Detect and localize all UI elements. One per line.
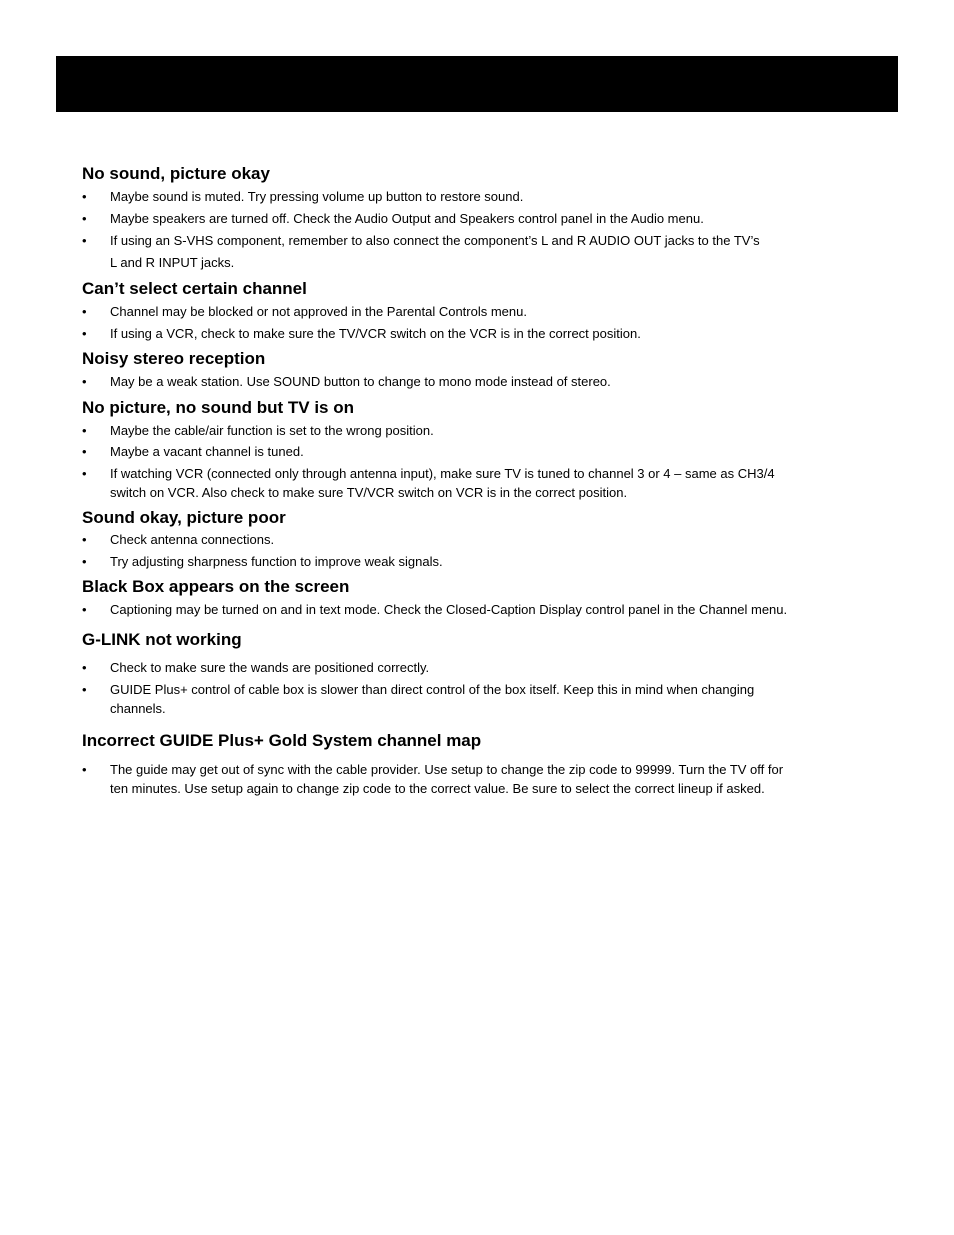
list-item-line: If using an S-VHS component, remember to also connect the component’s L and R AUDIO OUT jacks to the TV’s (110, 233, 760, 248)
list-item (82, 324, 892, 343)
list-item (82, 421, 892, 440)
bullet-icon: • (82, 444, 87, 459)
bullet-icon: • (82, 233, 87, 248)
section-sound-okay-picture-poor (82, 507, 892, 571)
list-item-line: If watching VCR (connected only through antenna input), make sure TV is tuned to channel 3 or 4 – same as CH3/4 (110, 466, 775, 481)
list-item (82, 442, 892, 461)
section-title: G-LINK not working (82, 630, 242, 649)
bullet-list (82, 760, 892, 798)
bullet-icon: • (82, 466, 87, 481)
section-title: Can’t select certain channel (82, 279, 307, 298)
list-item-text: Try adjusting sharpness function to improve weak signals. (110, 554, 443, 569)
section-incorrect-channel-map (82, 730, 892, 798)
list-item-text: Check antenna connections. (110, 532, 275, 547)
list-item (82, 372, 892, 391)
list-item (82, 680, 892, 718)
list-item (82, 302, 892, 321)
list-item (82, 760, 892, 798)
bullet-icon: • (82, 554, 87, 569)
list-item (82, 209, 892, 228)
list-item-text: Check to make sure the wands are positioned correctly. (110, 660, 430, 675)
list-item-text: If using a VCR, check to make sure the TV/VCR switch on the VCR is in the correct position. (110, 326, 641, 341)
bullet-icon: • (82, 423, 87, 438)
section-title: No sound, picture okay (82, 164, 270, 183)
list-item (82, 530, 892, 549)
bullet-icon: • (82, 682, 87, 697)
list-item (82, 231, 892, 272)
bullet-icon: • (82, 660, 87, 675)
bullet-icon: • (82, 762, 87, 777)
list-item (82, 600, 892, 619)
bullet-icon: • (82, 374, 87, 389)
section-noisy-stereo (82, 348, 892, 391)
list-item-text: Maybe a vacant channel is tuned. (110, 444, 304, 459)
list-item (82, 658, 892, 677)
list-item-text: Captioning may be turned on and in text mode. Check the Closed-Caption Display control panel in the Channel menu. (110, 602, 788, 617)
list-item-text: May be a weak station. Use SOUND button to change to mono mode instead of stereo. (110, 374, 611, 389)
list-item-text: Maybe speakers are turned off. Check the Audio Output and Speakers control panel in the Audio menu. (110, 211, 704, 226)
header-bar (56, 56, 898, 112)
bullet-icon: • (82, 532, 87, 547)
list-item-line: switch on VCR. Also check to make sure TV/VCR switch on VCR is in the correct position. (110, 485, 628, 500)
bullet-list (82, 302, 892, 343)
section-title: Black Box appears on the screen (82, 577, 350, 596)
bullet-list (82, 372, 892, 391)
list-item-line: GUIDE Plus+ control of cable box is slower than direct control of the box itself. Keep this in mind when changing (110, 682, 755, 697)
section-title: No picture, no sound but TV is on (82, 398, 354, 417)
list-item-text: Maybe the cable/air function is set to the wrong position. (110, 423, 434, 438)
bullet-list (82, 600, 892, 619)
list-item-text: Maybe sound is muted. Try pressing volume up button to restore sound. (110, 189, 524, 204)
section-title: Noisy stereo reception (82, 349, 266, 368)
list-item-text: Channel may be blocked or not approved in the Parental Controls menu. (110, 304, 527, 319)
section-cant-select-channel (82, 278, 892, 343)
list-item-line: channels. (110, 701, 166, 716)
list-item (82, 552, 892, 571)
list-item-line: The guide may get out of sync with the cable provider. Use setup to change the zip code to 99999. Turn the TV off for (110, 762, 784, 777)
bullet-icon: • (82, 602, 87, 617)
section-no-picture-no-sound (82, 397, 892, 502)
bullet-icon: • (82, 304, 87, 319)
section-title: Sound okay, picture poor (82, 508, 286, 527)
list-item-line: ten minutes. Use setup again to change zip code to the correct value. Be sure to select the correct lineup if asked. (110, 781, 765, 796)
bullet-list (82, 421, 892, 502)
section-no-sound (82, 163, 892, 272)
list-item-line: L and R INPUT jacks. (110, 255, 235, 270)
list-item (82, 464, 892, 502)
bullet-list (82, 187, 892, 272)
section-black-box (82, 576, 892, 619)
section-g-link (82, 629, 892, 718)
bullet-icon: • (82, 211, 87, 226)
bullet-icon: • (82, 189, 87, 204)
list-item (82, 187, 892, 206)
bullet-list (82, 658, 892, 718)
section-title: Incorrect GUIDE Plus+ Gold System channel map (82, 731, 482, 750)
bullet-list (82, 530, 892, 571)
troubleshooting-content (82, 163, 892, 798)
bullet-icon: • (82, 326, 87, 341)
